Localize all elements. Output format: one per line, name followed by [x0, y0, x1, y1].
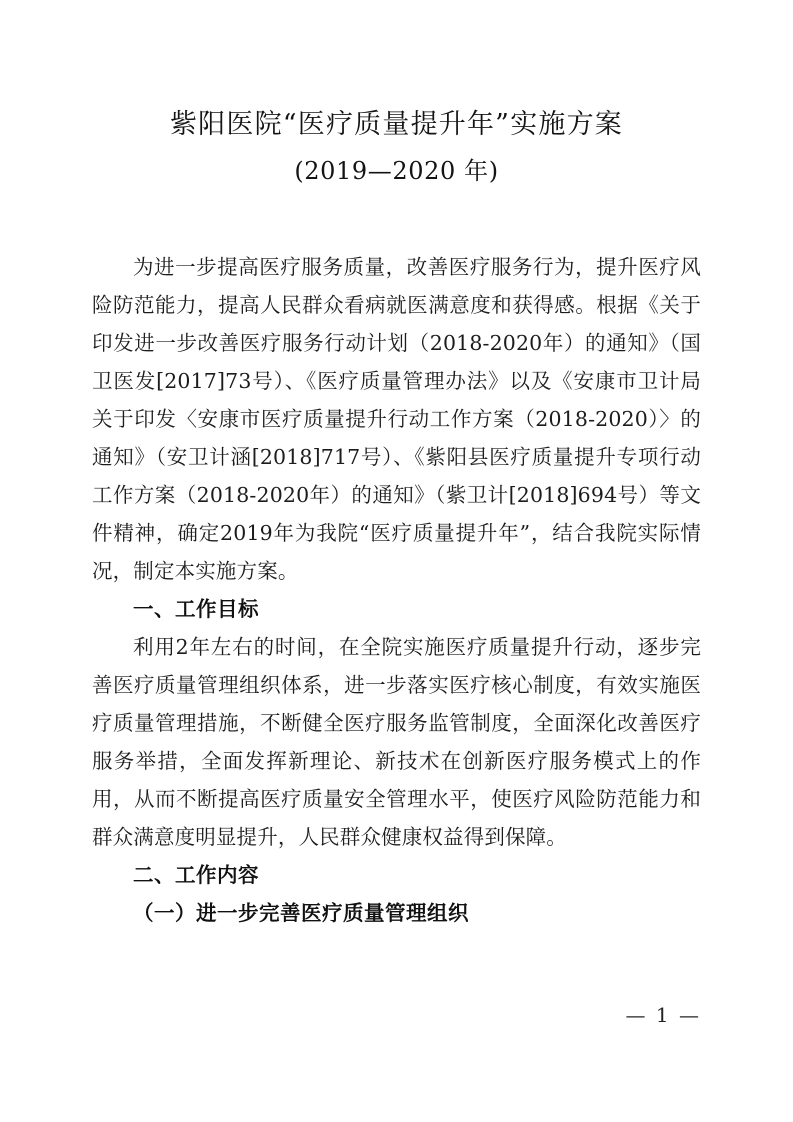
document-title: 紫阳医院“医疗质量提升年”实施方案 [169, 109, 623, 140]
document-body [92, 248, 701, 932]
section-heading: 一、工作目标 [133, 597, 259, 621]
section-heading: （一）进一步完善医疗质量管理组织 [133, 901, 469, 925]
page-number: — 1 — [625, 1003, 701, 1027]
section-heading: 二、工作内容 [133, 863, 259, 887]
body-paragraph: 利用2年左右的时间，在全院实施医疗质量提升行动，逐步完善医疗质量管理组织体系，进一步落实医疗核心制度，有效实施医疗质量管理措施，不断健全医疗服务监管制度，全面深化改善医疗服务举措，全面发挥新理论、新技术在创新医疗服务模式上的作用，从而不断提高医疗质量安全管理水平，使医疗风险防范能力和群众满意度明显提升，人民群众健康权益得到保障。 [92, 635, 701, 849]
document-subtitle: (2019—2020 年) [294, 157, 499, 185]
title-block [92, 104, 701, 190]
body-paragraph: 为进一步提高医疗服务质量，改善医疗服务行为，提升医疗风险防范能力，提高人民群众看病就医满意度和获得感。根据《关于印发进一步改善医疗服务行动计划（2018-2020年）的通知》（国卫医发[2017]73号）、《医疗质量管理办法》以及《安康市卫计局关于印发〈安康市医疗质量提升行动工作方案（2018-2020）〉的通知》（安卫计涵[2018]717号）、《紫阳县医疗质量提升专项行动工作方案（2018-2020年）的通知》（紫卫计[2018]694号）等文件精神，确定2019年为我院“医疗质量提升年”，结合我院实际情况，制定本实施方案。 [92, 255, 701, 583]
